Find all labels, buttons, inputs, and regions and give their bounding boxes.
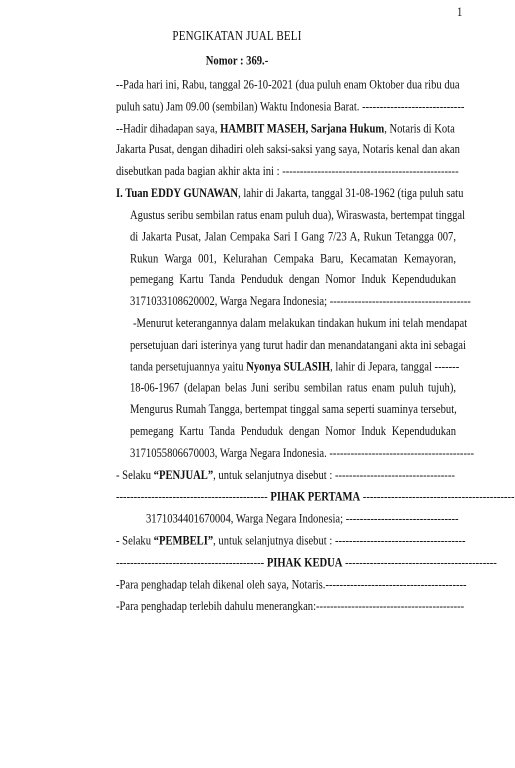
- notary-location-text: , Notaris di Kota: [384, 122, 455, 137]
- buyer-role-intro: - Selaku: [116, 534, 154, 549]
- closing-line-2: [116, 599, 464, 616]
- consent-line-2: persetujuan dari isterinya yang turut hadir dan menandatangani akta ini sebagai: [130, 339, 466, 353]
- consent-line-6: pemegang Kartu Tanda Penduduk dengan Nomor Induk Kependudukan: [130, 425, 456, 439]
- notary-line-3: disebutkan pada bagian akhir akta ini : --------------------------------------------------: [116, 165, 459, 179]
- spouse-birth-text: , lahir di Jepara, tanggal -------: [330, 360, 460, 375]
- consent-line-5: Mengurus Rumah Tangga, bertempat tinggal sama seperti suaminya tersebut,: [130, 403, 457, 417]
- buyer-nik-line: [146, 512, 459, 529]
- party-one-name: I. Tuan EDDY GUNAWAN: [116, 187, 239, 201]
- seller-role-intro: - Selaku: [116, 469, 154, 483]
- party-one-birth-text: , lahir di Jakarta, tanggal 31-08-1962 (tiga puluh satu: [238, 187, 464, 201]
- pihak-kedua-dash-right: -------------------------------------------: [342, 556, 497, 571]
- pihak-pertama-dash-left: -------------------------------------------: [116, 491, 271, 505]
- party-one-line-4: Rukun Warga 001, Kelurahan Cempaka Baru, Kecamatan Kemayoran,: [130, 252, 456, 267]
- notary-name: HAMBIT MASEH, Sarjana Hukum: [220, 122, 385, 137]
- notary-line-1: [116, 122, 455, 139]
- page-number: 1: [457, 6, 463, 20]
- seller-role-suffix: , untuk selanjutnya disebut : ----------------------------------: [213, 469, 455, 483]
- party-one-line-2: Agustus seribu sembilan ratus enam puluh dua), Wiraswasta, bertempat tinggal: [130, 209, 466, 223]
- buyer-nik-text: 3171034401670004, Warga Negara Indonesia; --------------------------------: [146, 512, 459, 527]
- party-one-line-5: pemegang Kartu Tanda Penduduk dengan Nomor Induk Kependudukan: [130, 273, 456, 287]
- consent-line-4: 18-06-1967 (delapan belas Juni seribu sembilan ratus enam puluh tujuh),: [130, 381, 456, 396]
- pihak-kedua-line: [116, 555, 497, 572]
- document-title: PENGIKATAN JUAL BELI: [172, 29, 302, 44]
- seller-role-line: [116, 468, 455, 485]
- closing-text-1: -Para penghadap telah dikenal oleh saya, Notaris.----------------------------------------: [116, 578, 467, 592]
- opening-line-2: puluh satu) Jam 09.00 (sembilan) Waktu Indonesia Barat. -----------------------------: [116, 100, 465, 115]
- pihak-kedua-label: PIHAK KEDUA: [266, 556, 343, 571]
- pihak-pertama-line: [116, 490, 515, 507]
- consent-line-7: 3171055806670003, Warga Negara Indonesia. -----------------------------------------: [130, 447, 475, 461]
- consent-intro-text: tanda persetujuannya yaitu: [130, 360, 247, 375]
- pihak-pertama-label: PIHAK PERTAMA: [270, 491, 361, 505]
- document-number: Nomor : 369.-: [205, 54, 269, 69]
- notary-intro-text: --Hadir dihadapan saya,: [116, 122, 221, 137]
- consent-line-1: -Menurut keterangannya dalam melakukan tindakan hukum ini telah mendapat: [133, 317, 468, 331]
- buyer-role-suffix: , untuk selanjutnya disebut : -------------------------------------: [213, 534, 466, 549]
- party-one-line-1: [116, 186, 463, 203]
- party-one-line-6: 3171033108620002, Warga Negara Indonesia; ----------------------------------------: [130, 295, 471, 309]
- notary-line-2: Jakarta Pusat, dengan dihadiri oleh saksi-saksi yang saya, Notaris kenal dan akan: [116, 143, 460, 157]
- consent-line-3: [130, 360, 459, 377]
- buyer-role-line: [116, 534, 465, 551]
- buyer-role-label: “PEMBELI”: [153, 534, 214, 549]
- closing-line-1: [116, 577, 467, 594]
- party-one-line-3: di Jakarta Pusat, Jalan Cempaka Sari I Gang 7/23 A, Rukun Tetangga 007,: [130, 230, 456, 245]
- pihak-kedua-dash-left: ------------------------------------------: [116, 556, 267, 571]
- spouse-name: Nyonya SULASIH: [246, 360, 331, 375]
- seller-role-label: “PENJUAL”: [153, 469, 214, 483]
- closing-text-2: -Para penghadap terlebih dahulu menerangkan:------------------------------------------: [116, 600, 465, 614]
- opening-line-1: --Pada hari ini, Rabu, tanggal 26-10-2021 (dua puluh enam Oktober dua ribu dua: [116, 79, 460, 93]
- pihak-pertama-dash-right: -------------------------------------------: [360, 491, 515, 505]
